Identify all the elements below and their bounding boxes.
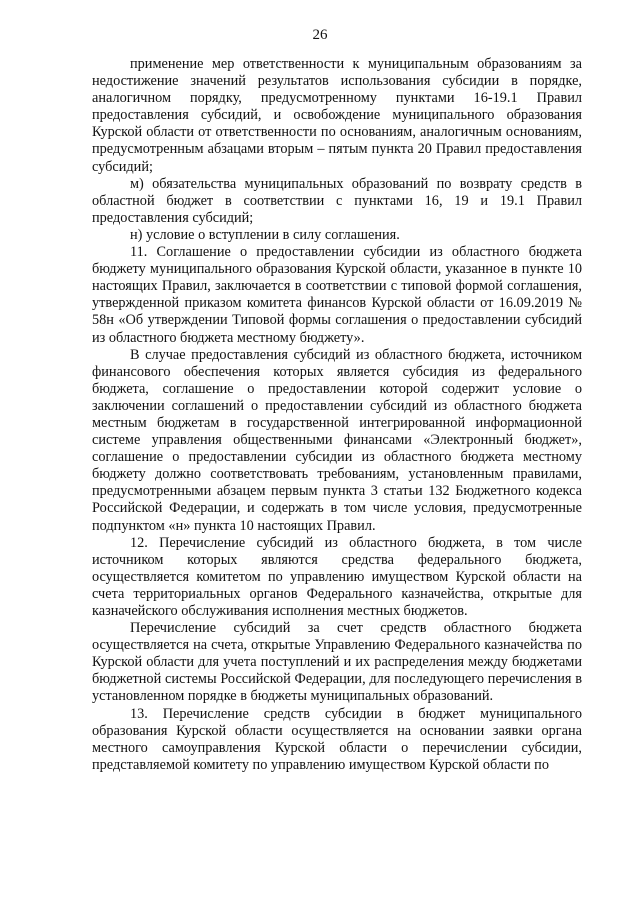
paragraph-clause-13: 13. Перечисление средств субсидии в бюджет муниципального образования Курской области осуществляется на основании заявки органа местного самоуправления Курской области о перечислении субсидии, представляемой комитету по управлению имуществом Курской области по xyxy=(92,705,582,773)
page-number: 26 xyxy=(312,27,328,43)
paragraph-clause-11: 11. Соглашение о предоставлении субсидии из областного бюджета бюджету муниципального образования Курской области, указанное в пункте 10 настоящих Правил, заключается в соответствии с типовой формой соглашения, утвержденной приказом комитета финансов Курской области от 16.09.2019 № 58н «Об утверждении Типовой формы соглашения о предоставлении субсидий из областного бюджета местному бюджету». xyxy=(92,244,582,346)
paragraph-clause-12: 12. Перечисление субсидий из областного бюджета, в том числе источником которых являются средства федерального бюджета, осуществляется комитетом по управлению имуществом Курской области на счета территориальных органов Федерального казначейства, открытые для казначейского обслуживания исполнения местных бюджетов. xyxy=(92,534,582,619)
paragraph-clause-11-case: В случае предоставления субсидий из областного бюджета, источником финансового обеспечения которых является субсидия из федерального бюджета, соглашение о предоставлении которой содержит условие о заключении соглашений о предоставлении субсидий из областного бюджета местным бюджетам в государственной интегрированной информационной системе управления общественными финансами «Электронный бюджет», соглашение о предоставлении субсидии из областного бюджета местному бюджету должно соответствовать требованиям, установленным правилами, предусмотренными абзацем первым пункта 3 статьи 132 Бюджетного кодекса Российской Федерации, и содержать в том числе условия, предусмотренные подпунктом «н» пункта 10 настоящих Правил. xyxy=(92,346,582,534)
paragraph-continuation: применение мер ответственности к муниципальным образованиям за недостижение значений результатов использования субсидии в порядке, аналогичном порядку, предусмотренному пунктами 16-19.1 Правил предоставления субсидий, и освобождение муниципального образования Курской области от ответственности по основаниям, аналогичным основаниям, предусмотренным абзацами вторым – пятым пункта 20 Правил предоставления субсидий; xyxy=(92,56,582,175)
paragraph-item-m: м) обязательства муниципальных образований по возврату средств в областной бюджет в соответствии с пунктами 16, 19 и 19.1 Правил предоставления субсидий; xyxy=(92,175,582,226)
paragraph-clause-12-transfer: Перечисление субсидий за счет средств областного бюджета осуществляется на счета, открытые Управлению Федерального казначейства по Курской области для учета поступлений и их распределения между бюджетами бюджетной системы Российской Федерации, для последующего перечисления в установленном порядке в бюджеты муниципальных образований. xyxy=(92,620,582,705)
document-body xyxy=(92,56,582,774)
paragraph-item-n: н) условие о вступлении в силу соглашения. xyxy=(130,226,400,243)
